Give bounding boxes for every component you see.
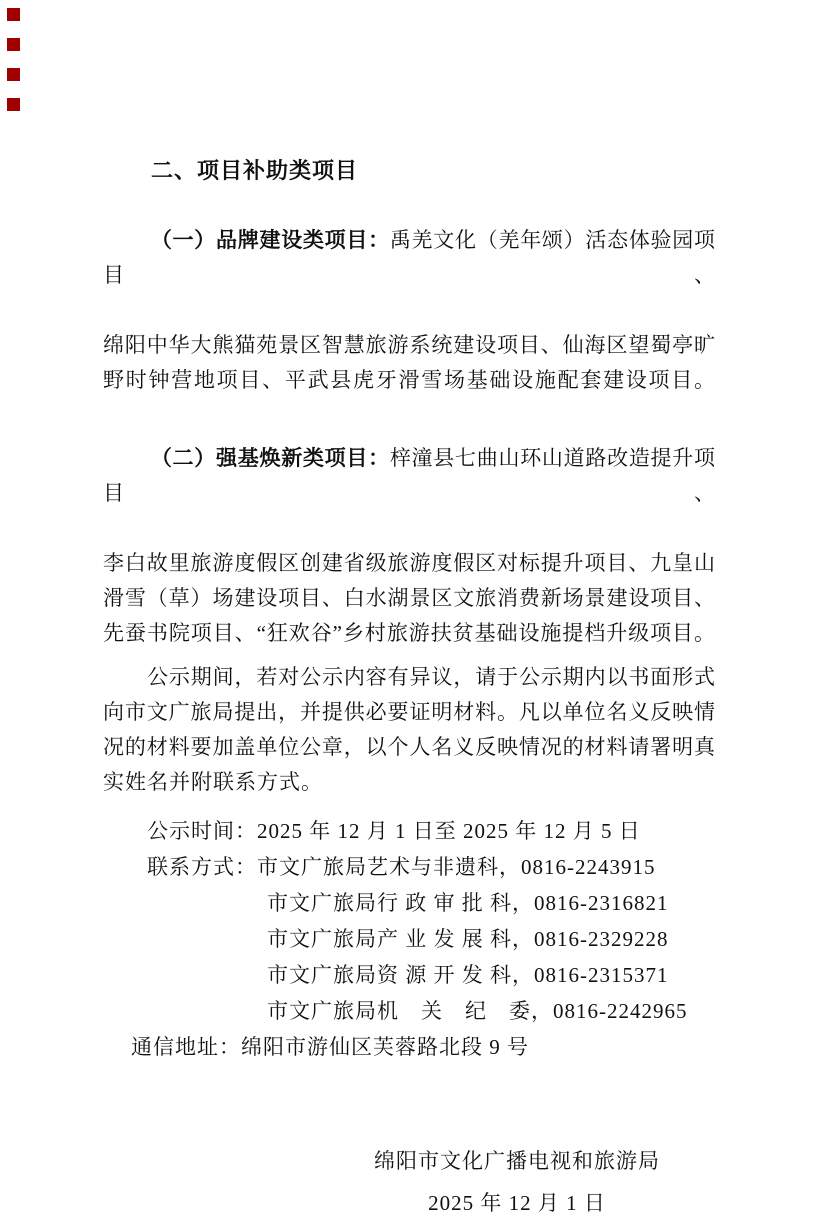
red-edge-marker: [7, 38, 20, 51]
paragraph-line: 先蚕书院项目、“狂欢谷”乡村旅游扶贫基础设施提档升级项目。: [103, 621, 715, 645]
paragraph-line: 野时钟营地项目、平武县虎牙滑雪场基础设施配套建设项目。: [103, 368, 715, 392]
signature-block: [211, 1140, 823, 1224]
paragraph-line: 实姓名并附联系方式。: [103, 770, 323, 794]
contact-dept-line: 市文广旅局资 源 开 发 科，0816-2315371: [267, 963, 669, 987]
renew-category-label: （二）强基焕新类项目：: [150, 446, 390, 470]
issuing-authority: 绵阳市文化广播电视和旅游局: [374, 1149, 660, 1173]
red-edge-marker: [7, 98, 20, 111]
section-heading: 二、项目补助类项目: [151, 158, 359, 183]
paragraph-line: 绵阳中华大熊猫苑景区智慧旅游系统建设项目、仙海区望蜀亭旷: [103, 333, 715, 357]
paragraph-line: 李白故里旅游度假区创建省级旅游度假区对标提升项目、九皇山: [103, 551, 715, 575]
mailing-address-line: 通信地址：绵阳市游仙区芙蓉路北段 9 号: [131, 1035, 529, 1059]
contact-dept-line: 市文广旅局机 关 纪 委，0816-2242965: [267, 999, 688, 1023]
paragraph-line: 滑雪（草）场建设项目、白水湖景区文旅消费新场景建设项目、: [103, 586, 715, 610]
contact-dept-line: 联系方式：市文广旅局艺术与非遗科，0816-2243915: [147, 855, 656, 879]
contact-info-block: [103, 813, 715, 1065]
red-edge-marker: [7, 8, 20, 21]
document-body: [103, 153, 715, 1224]
contact-dept-line: 市文广旅局产 业 发 展 科，0816-2329228: [267, 927, 669, 951]
paragraph-brand-projects: [103, 188, 715, 398]
publicity-period-line: 公示时间：2025 年 12 月 1 日至 2025 年 12 月 5 日: [147, 819, 641, 843]
paragraph-line: [103, 188, 715, 328]
paragraph-objection-notice: [103, 660, 715, 800]
red-edge-marker: [7, 68, 20, 81]
brand-line1-text: 禹羌文化（羌年颂）活态体验园项目、: [103, 228, 716, 287]
contact-dept-line: 市文广旅局行 政 审 批 科，0816-2316821: [267, 891, 669, 915]
renew-line1-text: 梓潼县七曲山环山道路改造提升项目、: [103, 446, 716, 505]
brand-category-label: （一）品牌建设类项目：: [150, 228, 390, 252]
issue-date: 2025 年 12 月 1 日: [428, 1191, 606, 1215]
paragraph-renew-projects: [103, 406, 715, 651]
paragraph-line: [103, 406, 715, 546]
paragraph-line: 公示期间，若对公示内容有异议，请于公示期内以书面形式: [147, 665, 715, 689]
paragraph-line: 向市文广旅局提出，并提供必要证明材料。凡以单位名义反映情: [103, 700, 715, 724]
paragraph-line: 况的材料要加盖单位公章，以个人名义反映情况的材料请署明真: [103, 735, 715, 759]
